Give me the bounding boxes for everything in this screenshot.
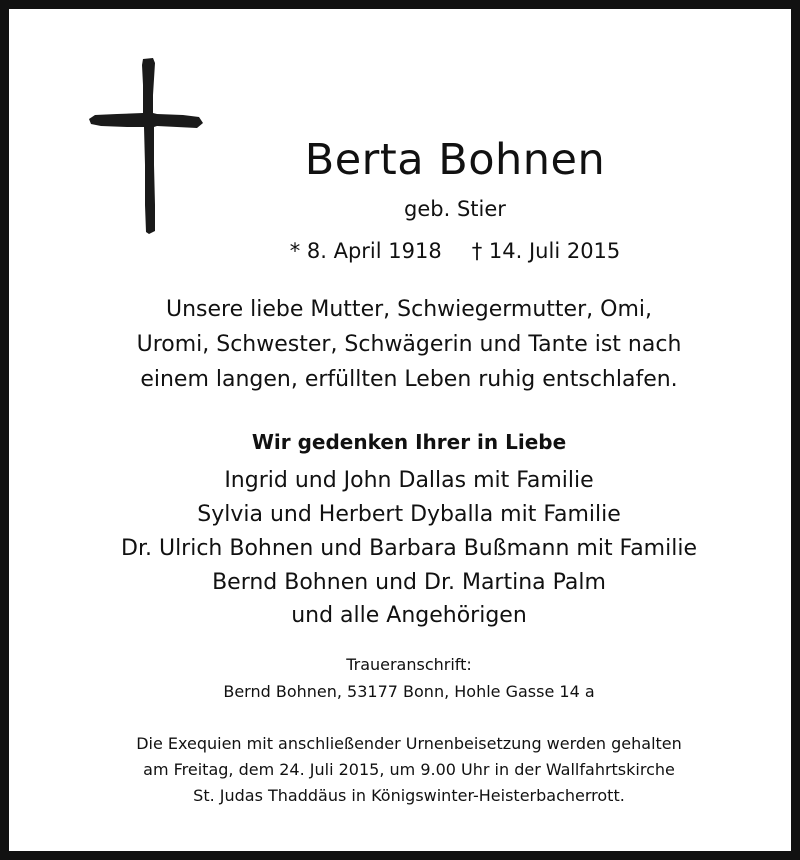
address-label: Traueranschrift: — [346, 655, 472, 674]
mourner-line: und alle Angehörigen — [291, 603, 527, 628]
message-line: Unsere liebe Mutter, Schwiegermutter, Omi, — [166, 297, 652, 322]
message-line: Uromi, Schwester, Schwägerin und Tante ist nach — [136, 332, 682, 357]
service-line: am Freitag, dem 24. Juli 2015, um 9.00 Uhr in der Wallfahrtskirche — [143, 760, 675, 779]
service-line: Die Exequien mit anschließender Urnenbeisetzung werden gehalten — [136, 734, 682, 753]
mourner-line: Ingrid und John Dallas mit Familie — [224, 468, 594, 493]
birth-date: * 8. April 1918 — [289, 239, 442, 263]
deceased-name: Berta Bohnen — [304, 135, 606, 185]
remembrance-heading: Wir gedenken Ihrer in Liebe — [251, 430, 567, 454]
life-dates — [55, 241, 800, 262]
address: Bernd Bohnen, 53177 Bonn, Hohle Gasse 14 a — [223, 682, 595, 701]
service-line: St. Judas Thaddäus in Königswinter-Heisterbacherrott. — [193, 786, 625, 805]
mourner-line: Sylvia und Herbert Dyballa mit Familie — [197, 502, 621, 527]
mourner-line: Bernd Bohnen und Dr. Martina Palm — [212, 570, 606, 595]
birth-name: geb. Stier — [404, 197, 506, 221]
mourner-line: Dr. Ulrich Bohnen und Barbara Bußmann mit Familie — [121, 536, 697, 561]
death-date: † 14. Juli 2015 — [471, 239, 621, 263]
message-line: einem langen, erfüllten Leben ruhig entschlafen. — [140, 367, 678, 392]
